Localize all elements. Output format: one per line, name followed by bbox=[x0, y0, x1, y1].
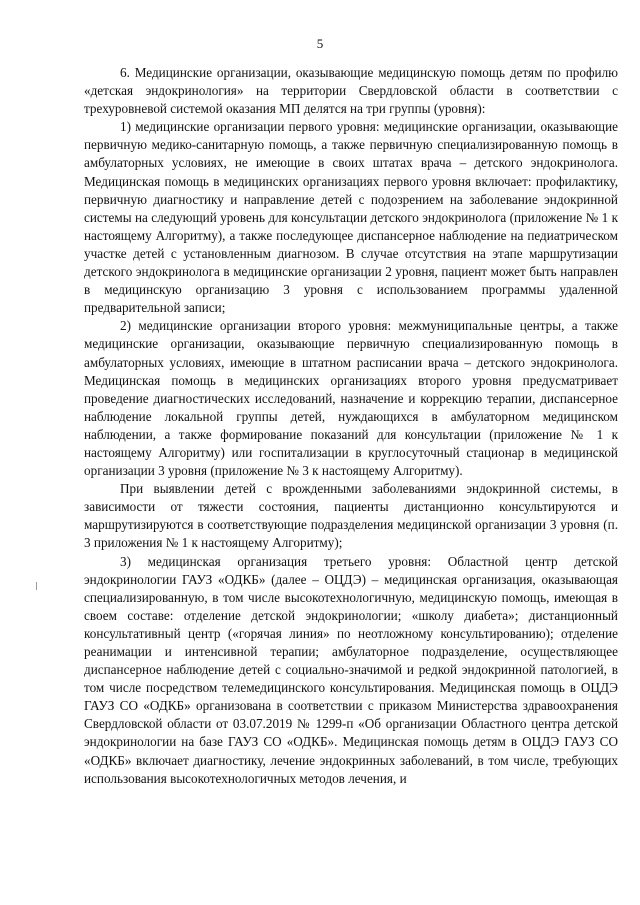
paragraph-6-intro: 6. Медицинские организации, оказывающие медицинскую помощь детям по профилю «детская эндокринология» на территории Свердловской области в соответствии с трехуровневой системой оказания МП делятся на три группы (уровня): bbox=[84, 65, 618, 117]
page-number: 5 bbox=[316, 36, 324, 51]
paragraph-level-2: 2) медицинские организации второго уровня: межмуниципальные центры, а также медицинские организации, оказывающие первичную специализированную помощь в амбулаторных условиях, имеющие в штатном расписании врача – детского эндокринолога. Медицинская помощь в медицинских организациях второго уровня предусматривает проведение диагностических исследований, назначение и коррекцию терапии, диспансерное наблюдение локальной группы детей, нуждающихся в амбулаторном медицинском наблюдении, а также формирование показаний для консультации (приложение № 1 к настоящему Алгоритму) или госпитализации в круглосуточный стационар в медицинской организации 3 уровня (приложение № 3 к настоящему Алгоритму). bbox=[84, 318, 618, 479]
paragraph-level-3: 3) медицинская организация третьего уровня: Областной центр детской эндокринологии ГАУЗ «ОДКБ» (далее – ОЦДЭ) – медицинская организация, оказывающая специализированную, в том числе высокотехнологичную, медицинскую помощь, имеющая в своем составе: отделение детской эндокринологии; «школу диабета»; дистанционный консультативный центр («горячая линия» по неотложному консультированию); отделение реанимации и интенсивной терапии; амбулаторное подразделение, осуществляющее диспансерное наблюдение детей с социально-значимой и редкой эндокринной патологией, в том числе посредством телемедицинского консультирования. Медицинская помощь в ОЦДЭ ГАУЗ СО «ОДКБ» организована в соответствии с приказом Министерства здравоохранения Свердловской области от 03.07.2019 № 1299-п «Об организации Областного центра детской эндокринологии на базе ГАУЗ СО «ОДКБ». Медицинская помощь детям в ОЦДЭ ГАУЗ СО «ОДКБ» включает диагностику, лечение эндокринных заболеваний, в том числе, требующих использования высокотехнологичных методов лечения, и bbox=[84, 553, 618, 786]
paragraph-level-1: 1) медицинские организации первого уровня: медицинские организации, оказывающие первичную медико-санитарную помощь, а также первичную специализированную помощь в амбулаторных условиях, не имеющие в своих штатах врача – детского эндокринолога. Медицинская помощь в медицинских организациях первого уровня включает: профилактику, первичную диагностику и направление детей с подозрением на заболевание эндокринной системы на следующий уровень для консультации детского эндокринолога (приложение № 1 к настоящему Алгоритму), а также последующее диспансерное наблюдение на педиатрическом участке детей с установленным диагнозом. В случае отсутствия на этапе маршрутизации детского эндокринолога в медицинские организации 2 уровня, пациент может быть направлен в медицинскую организацию 3 уровня с использованием программы удаленной предварительной записи; bbox=[84, 119, 618, 316]
margin-mark bbox=[36, 582, 37, 590]
paragraph-congenital: При выявлении детей с врожденными заболеваниями эндокринной системы, в зависимости от тяжести состояния, пациенты дистанционно консультируются и маршрутизируются в соответствующие подразделения медицинской организации 3 уровня (п. 3 приложения № 1 к настоящему Алгоритму); bbox=[84, 481, 618, 551]
document-body bbox=[84, 64, 618, 788]
